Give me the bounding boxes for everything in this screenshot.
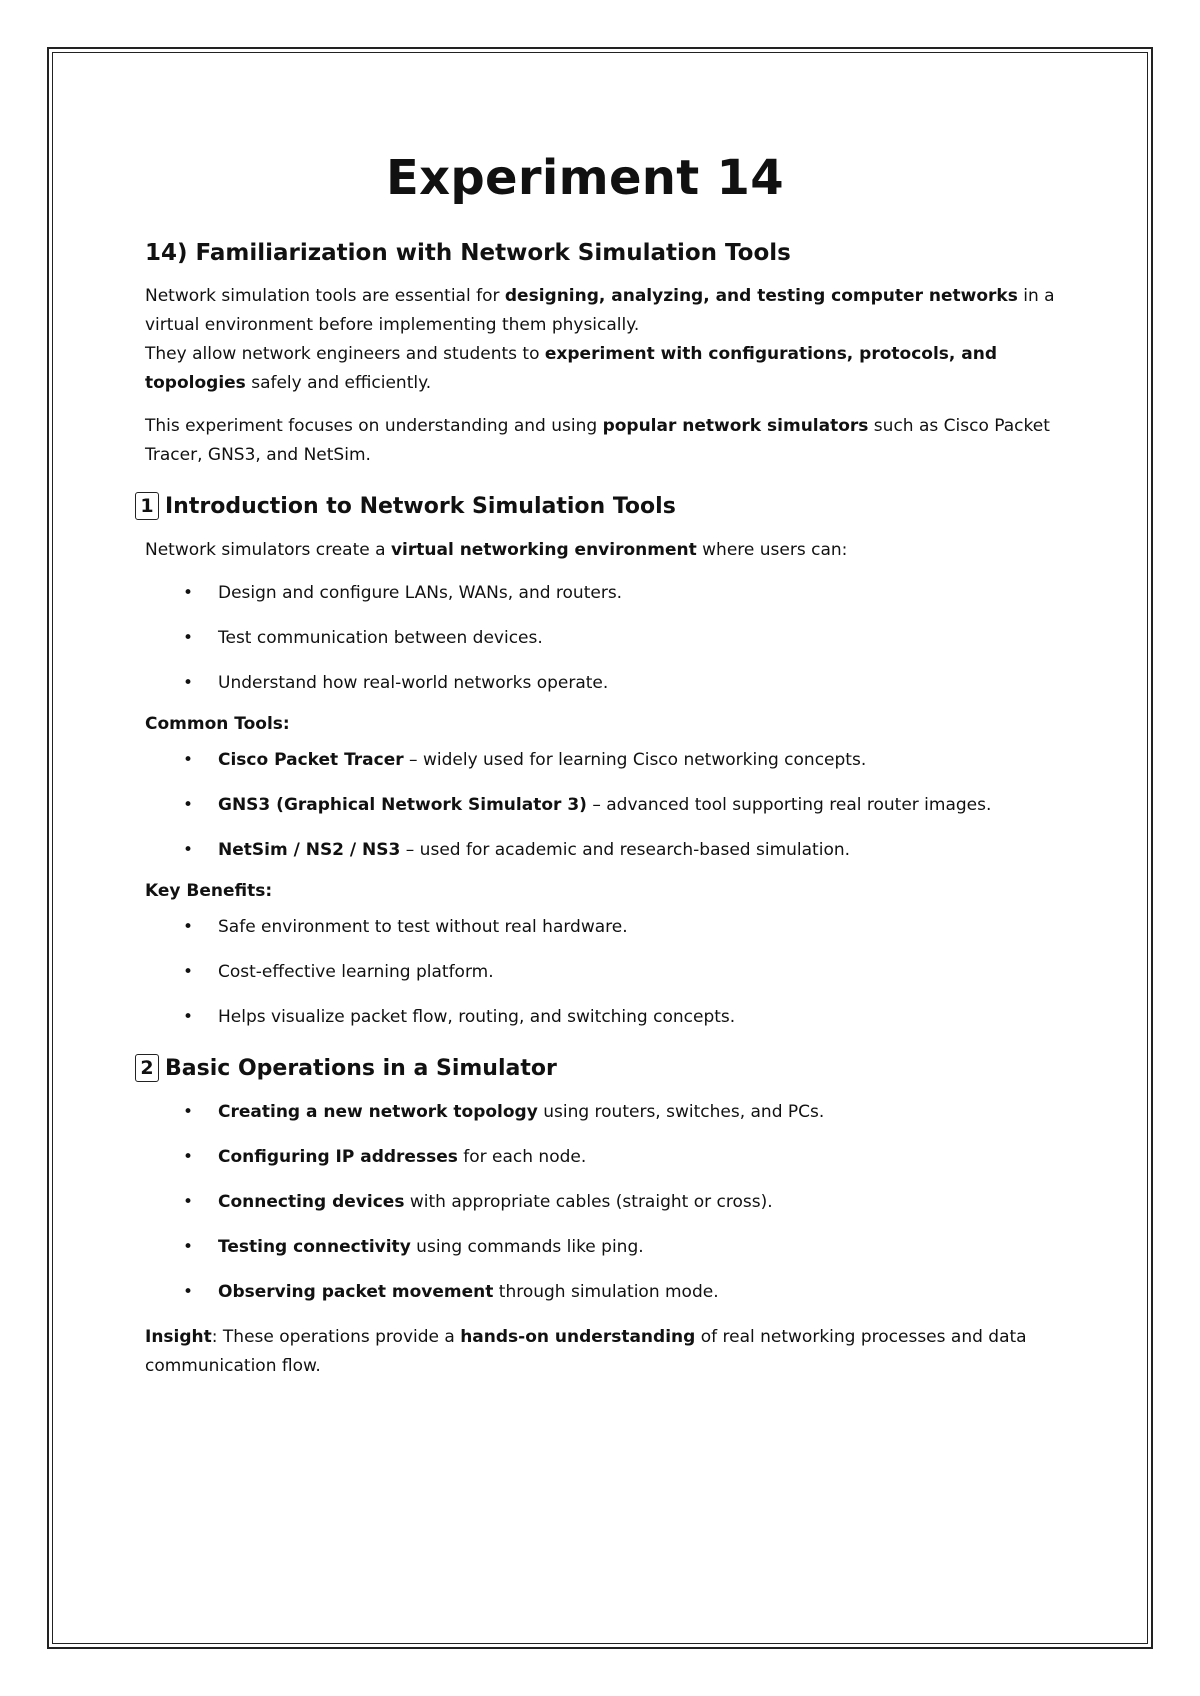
section-1-lead: Network simulators create a virtual networking environment where users can: <box>145 540 848 560</box>
list-item: • Test communication between devices. <box>145 624 1065 653</box>
list-item: • Helps visualize packet flow, routing, and switching concepts. <box>145 1003 1065 1032</box>
list-item: • Testing connectivity using commands like ping. <box>145 1233 1065 1262</box>
intro-paragraph-1: Network simulation tools are essential for designing, analyzing, and testing computer networks in a virtual environment before implementing them physically. They allow network engineers and students to experiment with configurations, protocols, and topologies safely and efficiently. <box>145 286 1055 393</box>
key-benefits-label: Key Benefits: <box>145 881 273 901</box>
insight-paragraph: Insight: These operations provide a hands-on understanding of real networking processes and data communication flow. <box>145 1327 1027 1376</box>
section-2-heading: 2 Basic Operations in a Simulator <box>135 1054 1065 1082</box>
operations-list <box>145 1098 1065 1307</box>
list-item: • Understand how real-world networks operate. <box>145 669 1065 698</box>
list-item: • GNS3 (Graphical Network Simulator 3) – advanced tool supporting real router images. <box>145 791 1065 820</box>
section-1-number-badge: 1 <box>135 492 159 520</box>
benefits-list <box>145 913 1065 1032</box>
experiment-subtitle: 14) Familiarization with Network Simulation Tools <box>145 240 791 266</box>
section-1-heading: 1 Introduction to Network Simulation Tools <box>135 492 1065 520</box>
list-item: • Creating a new network topology using routers, switches, and PCs. <box>145 1098 1065 1127</box>
list-item: • Cost-effective learning platform. <box>145 958 1065 987</box>
intro-paragraph-2: This experiment focuses on understanding and using popular network simulators such as Cisco Packet Tracer, GNS3, and NetSim. <box>145 416 1050 465</box>
list-item: • Connecting devices with appropriate cables (straight or cross). <box>145 1188 1065 1217</box>
common-tools-label: Common Tools: <box>145 714 290 734</box>
list-item: • Observing packet movement through simulation mode. <box>145 1278 1065 1307</box>
list-item: • NetSim / NS2 / NS3 – used for academic and research-based simulation. <box>145 836 1065 865</box>
document-body <box>140 150 1065 1395</box>
section-2-number-badge: 2 <box>135 1054 159 1082</box>
list-item: • Configuring IP addresses for each node. <box>145 1143 1065 1172</box>
tools-list <box>145 746 1065 865</box>
list-item: • Design and configure LANs, WANs, and routers. <box>145 579 1065 608</box>
uses-list <box>145 579 1065 698</box>
list-item: • Safe environment to test without real hardware. <box>145 913 1065 942</box>
list-item: • Cisco Packet Tracer – widely used for learning Cisco networking concepts. <box>145 746 1065 775</box>
page-title: Experiment 14 <box>386 150 784 206</box>
